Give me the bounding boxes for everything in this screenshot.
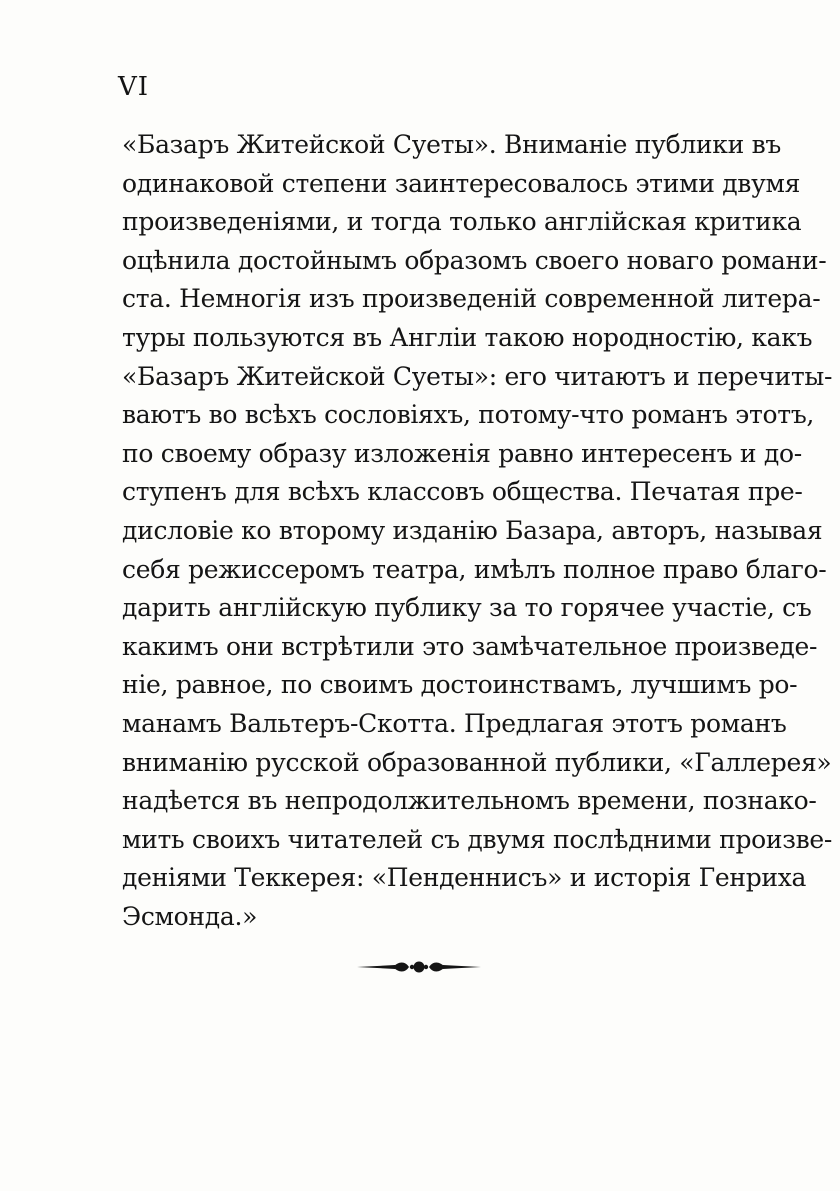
text-line: вниманію русской образованной публики, «Галлерея» [122, 747, 832, 777]
text-line: надѣется въ непродолжительномъ времени, познако- [122, 786, 817, 816]
text-line: ніе, равное, по своимъ достоинствамъ, лучшимъ ро- [122, 670, 798, 700]
text-line: ступенъ для всѣхъ классовъ общества. Печатая пре- [122, 477, 803, 507]
text-line: мить своихъ читателей съ двумя послѣдними произве- [122, 824, 833, 854]
text-line: себя режиссеромъ театра, имѣлъ полное право благо- [122, 554, 827, 584]
text-line: оцѣнила достойнымъ образомъ своего новаго романи- [122, 245, 827, 275]
text-line: произведеніями, и тогда только англійская критика [122, 207, 802, 237]
text-line: дисловіе ко второму изданію Базара, авторъ, называя [122, 515, 823, 545]
text-line: манамъ Вальтеръ-Скотта. Предлагая этотъ романъ [122, 708, 787, 738]
text-line: туры пользуются въ Англіи такою нородностію, какъ [122, 322, 813, 352]
text-line: по своему образу изложенія равно интересенъ и до- [122, 438, 802, 468]
text-line: дарить англійскую публику за то горячее участіе, съ [122, 593, 812, 623]
tail-piece-ornament-icon [357, 956, 481, 978]
text-line: одинаковой степени заинтересовалось этими двумя [122, 168, 801, 198]
body-text [122, 126, 833, 936]
text-line: Эсмонда.» [122, 901, 258, 931]
text-line: какимъ они встрѣтили это замѣчательное произведе- [122, 631, 818, 661]
text-line: «Базаръ Житейской Суеты». Вниманіе публики въ [122, 130, 781, 159]
text-line: деніями Теккерея: «Пенденнисъ» и исторія Генриха [122, 863, 807, 893]
text-line: ста. Немногія изъ произведеній современной литера- [122, 284, 821, 314]
text-line: «Базаръ Житейской Суеты»: его читаютъ и перечиты- [122, 361, 833, 391]
text-line: ваютъ во всѣхъ сословіяхъ, потому-что романъ этотъ, [122, 400, 815, 430]
page-number: VI [118, 72, 150, 102]
